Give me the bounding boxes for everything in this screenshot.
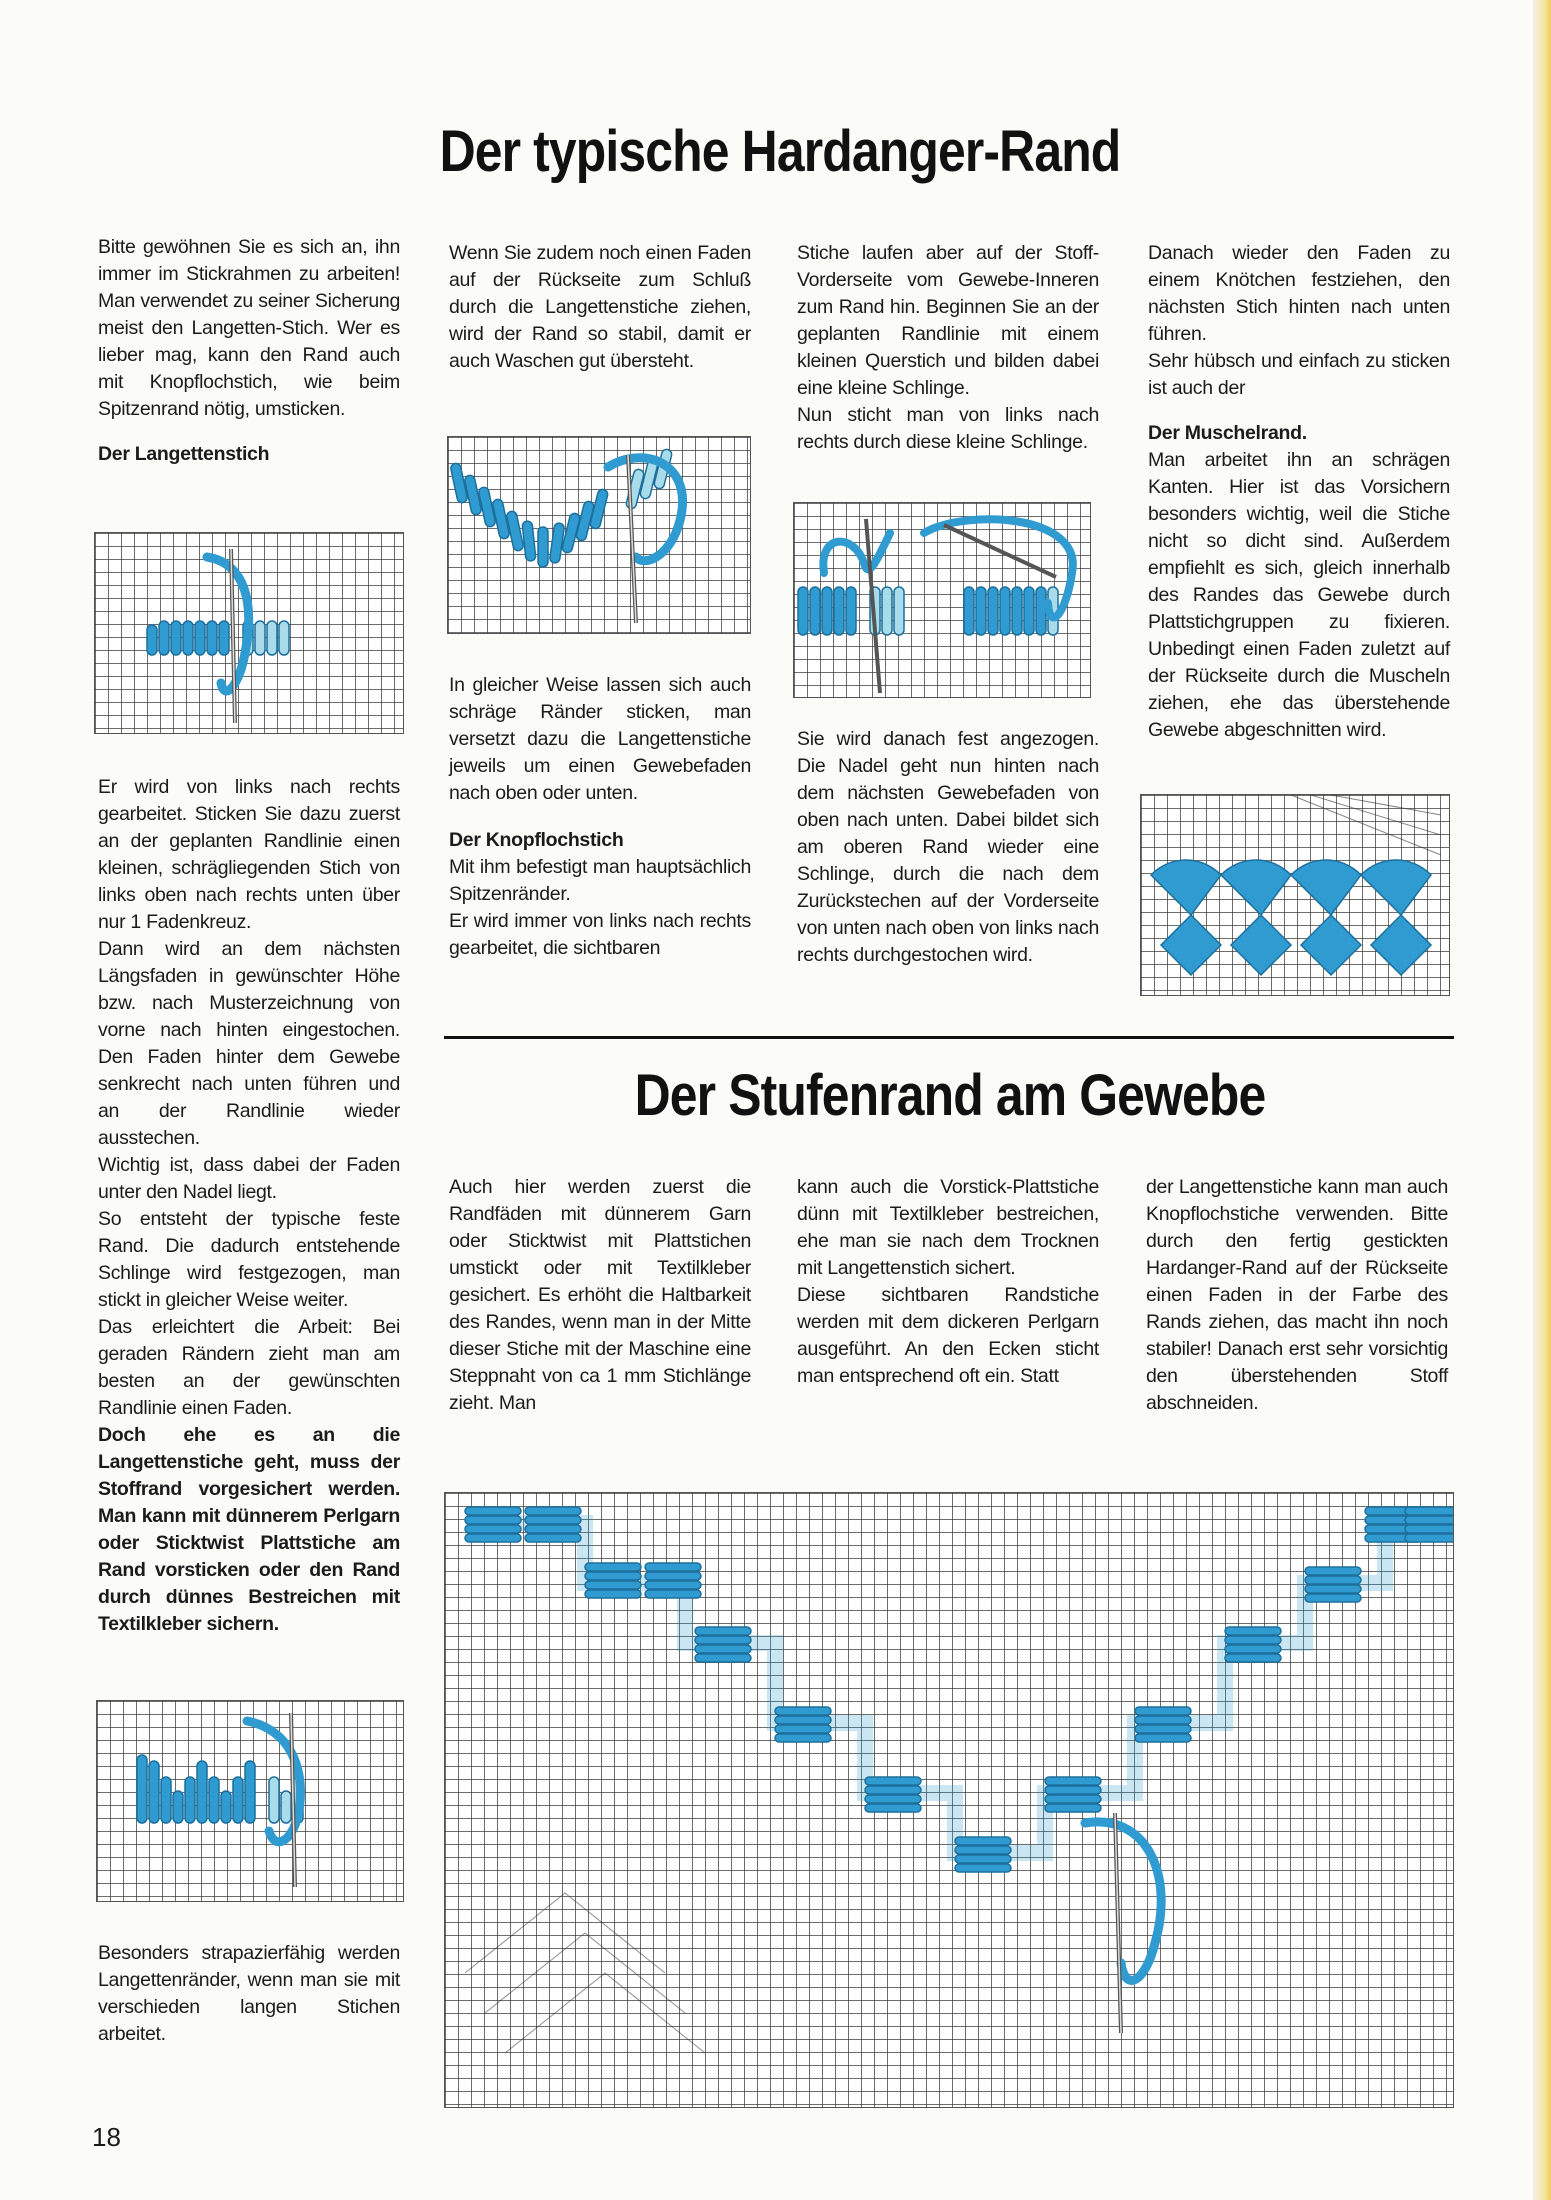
stitch-mark bbox=[1225, 1627, 1281, 1635]
diagonal-langetten-diagram bbox=[447, 436, 751, 634]
paragraph: Stiche laufen aber auf der Stoff-Vorderseite vom Gewebe-Inneren zum Rand hin. Beginnen Sie an der geplanten Randlinie mit einem kleinen Querstich und bilden dabei eine kleine Schlinge. bbox=[797, 242, 1099, 399]
stitch-mark bbox=[585, 1581, 641, 1589]
paragraph: Nun sticht man von links nach rechts durch diese kleine Schlinge. bbox=[797, 404, 1099, 453]
stitch-mark bbox=[1045, 1777, 1101, 1785]
text-column-1 bbox=[98, 234, 400, 468]
langettenstich-diagram bbox=[94, 532, 404, 734]
stitch-mark bbox=[585, 1590, 641, 1598]
stitch-mark bbox=[775, 1725, 831, 1733]
paragraph: Sie wird danach fest angezogen. Die Nadel geht nun hinten nach dem nächsten Gewebefaden von oben nach unten. Dabei bildet sich am oberen Rand wieder eine Schlinge, durch die nach dem Zurückstechen auf der Vorderseite von unten nach oben von links nach rechts durchgestochen wird. bbox=[797, 728, 1099, 966]
page-number: 18 bbox=[92, 2122, 121, 2152]
stitch-mark bbox=[645, 1581, 701, 1589]
stitch-mark bbox=[585, 1572, 641, 1580]
stitch-mark bbox=[525, 1516, 581, 1524]
text-column-1-continued bbox=[98, 774, 400, 1638]
section-heading-langettenstich: Der Langettenstich bbox=[98, 443, 270, 465]
section-title: Der Stufenrand am Gewebe bbox=[634, 1063, 1266, 1128]
stitch-mark bbox=[1135, 1734, 1191, 1742]
stitch-mark bbox=[695, 1645, 751, 1653]
paragraph: So entsteht der typische feste Rand. Die dadurch entstehende Schlinge wird festgezogen, man stickt in gleicher Weise weiter. bbox=[98, 1208, 400, 1311]
stitch-mark bbox=[865, 1786, 921, 1794]
paragraph: In gleicher Weise lassen sich auch schräge Ränder sticken, man versetzt dazu die Langettenstiche jeweils um einen Gewebefaden nach oben oder unten. bbox=[449, 674, 751, 804]
section-heading-knopflochstich: Der Knopflochstich bbox=[449, 829, 624, 851]
paragraph: der Langettenstiche kann man auch Knopflochstiche verwenden. Bitte durch den fertig gestickten Hardanger-Rand auf der Rückseite einen Faden in der Farbe des Rands ziehen, das macht ihn noch stabiler! Danach erst sehr vorsichtig den überstehenden Stoff abschneiden. bbox=[1146, 1176, 1448, 1414]
text-column-7 bbox=[1146, 1174, 1448, 1417]
stitch-mark bbox=[695, 1636, 751, 1644]
stitch-mark bbox=[465, 1525, 521, 1533]
stitch-mark bbox=[1225, 1636, 1281, 1644]
stitch-mark bbox=[465, 1507, 521, 1515]
stitch-mark bbox=[1045, 1786, 1101, 1794]
stitch-mark bbox=[1405, 1525, 1453, 1533]
muschelrand-diagram bbox=[1140, 794, 1450, 996]
stitch-mark bbox=[1305, 1585, 1361, 1593]
section-heading-muschelrand: Der Muschelrand. bbox=[1148, 422, 1307, 444]
stitch-mark bbox=[695, 1627, 751, 1635]
stitch-mark bbox=[775, 1716, 831, 1724]
paragraph: Diese sichtbaren Randstiche werden mit dem dickeren Perlgarn ausgeführt. An den Ecken sticht man entsprechend oft ein. Statt bbox=[797, 1284, 1099, 1387]
paragraph: Sehr hübsch und einfach zu sticken ist auch der bbox=[1148, 350, 1450, 399]
paragraph: Man arbeitet ihn an schrägen Kanten. Hier ist das Vorsichern besonders wichtig, weil die Stiche nicht so dicht sind. Außerdem empfiehlt es sich, gleich innerhalb des Randes das Gewebe durch Plattstichgruppen zu fixieren. Unbedingt einen Faden zuletzt auf der Rückseite durch die Muscheln ziehen, ehe das überstehende Gewebe abgeschnitten wird. bbox=[1148, 449, 1450, 741]
stitch-mark bbox=[1305, 1576, 1361, 1584]
paragraph: Er wird von links nach rechts gearbeitet. Sticken Sie dazu zuerst an der geplanten Randlinie einen kleinen, schrägliegenden Stich von links oben nach rechts unten über nur 1 Fadenkreuz. bbox=[98, 776, 400, 933]
stitch-mark bbox=[645, 1572, 701, 1580]
text-column-1-end bbox=[98, 1940, 400, 2048]
stitch-mark bbox=[1305, 1567, 1361, 1575]
stitch-mark bbox=[1135, 1725, 1191, 1733]
stitch-mark bbox=[1405, 1534, 1453, 1542]
section-divider bbox=[444, 1036, 1454, 1039]
stitch-mark bbox=[955, 1837, 1011, 1845]
stitch-mark bbox=[1405, 1507, 1453, 1515]
paragraph: Das erleichtert die Arbeit: Bei geraden Rändern zieht man am besten an der gewünschten Randlinie einen Faden. bbox=[98, 1316, 400, 1419]
paragraph: Dann wird an dem nächsten Längsfaden in gewünschter Höhe bzw. nach Musterzeichnung von vorne nach hinten eingestochen. Den Faden hinter dem Gewebe senkrecht nach unten führen und an der Randlinie wieder ausstechen. bbox=[98, 938, 400, 1149]
stitch-mark bbox=[775, 1707, 831, 1715]
stitch-mark bbox=[1405, 1516, 1453, 1524]
text-column-2-continued bbox=[449, 672, 751, 962]
stitch-mark bbox=[955, 1846, 1011, 1854]
paragraph: Wenn Sie zudem noch einen Faden auf der Rückseite zum Schluß durch die Langettenstiche ziehen, wird der Rand so stabil, damit er auch Waschen gut übersteht. bbox=[449, 242, 751, 372]
stitch-mark bbox=[1045, 1795, 1101, 1803]
text-column-5 bbox=[449, 1174, 751, 1417]
paragraph: kann auch die Vorstick-Plattstiche dünn mit Textilkleber bestreichen, ehe man sie nach dem Trocknen mit Langettenstich sichert. bbox=[797, 1176, 1099, 1279]
paragraph: Besonders strapazierfähig werden Langettenränder, wenn man sie mit verschieden langen Stichen arbeitet. bbox=[98, 1942, 400, 2045]
text-column-3 bbox=[797, 240, 1099, 456]
paragraph: Bitte gewöhnen Sie es sich an, ihn immer im Stickrahmen zu arbeiten! Man verwendet zu seiner Sicherung meist den Langetten-Stich. Wer es lieber mag, kann den Rand auch mit Knopflochstich, wie beim Spitzenrand nötig, umsticken. bbox=[98, 236, 400, 420]
stufenrand-diagram bbox=[444, 1492, 1454, 2108]
stitch-mark bbox=[865, 1795, 921, 1803]
paragraph: Auch hier werden zuerst die Randfäden mit dünnerem Garn oder Sticktwist mit Plattstichen umstickt oder mit Textilkleber gesichert. Es erhöht die Haltbarkeit des Randes, wenn man in der Mitte dieser Stiche mit der Maschine eine Steppnaht von ca 1 mm Stichlänge zieht. Man bbox=[449, 1176, 751, 1414]
stitch-mark bbox=[465, 1534, 521, 1542]
stitch-mark bbox=[1225, 1645, 1281, 1653]
knopflochstich-diagram bbox=[793, 502, 1091, 698]
stitch-mark bbox=[1135, 1707, 1191, 1715]
paragraph-bold: Doch ehe es an die Langettenstiche geht, muss der Stoffrand vorgesichert werden. Man kann mit dünnerem Perlgarn oder Sticktwist Plattstiche am Rand vorsticken oder den Rand durch dünnes Bestreichen mit Textilkleber sichern. bbox=[98, 1424, 400, 1635]
stitch-mark bbox=[465, 1516, 521, 1524]
stitch-mark bbox=[525, 1534, 581, 1542]
stitch-mark bbox=[955, 1864, 1011, 1872]
stitch-mark bbox=[525, 1525, 581, 1533]
paragraph: Wichtig ist, dass dabei der Faden unter den Nadel liegt. bbox=[98, 1154, 400, 1203]
text-column-2 bbox=[449, 240, 751, 375]
paragraph: Er wird immer von links nach rechts gearbeitet, die sichtbaren bbox=[449, 910, 751, 959]
stitch-mark bbox=[1305, 1594, 1361, 1602]
stitch-mark bbox=[865, 1804, 921, 1812]
stitch-mark bbox=[1045, 1804, 1101, 1812]
stitch-mark bbox=[1225, 1654, 1281, 1662]
text-column-3-continued bbox=[797, 726, 1099, 969]
text-column-6 bbox=[797, 1174, 1099, 1390]
stitch-mark bbox=[1135, 1716, 1191, 1724]
page-title: Der typische Hardanger-Rand bbox=[439, 119, 1121, 184]
stitch-mark bbox=[645, 1563, 701, 1571]
stitch-mark bbox=[695, 1654, 751, 1662]
paragraph: Danach wieder den Faden zu einem Knötchen festziehen, den nächsten Stich hinten nach unten führen. bbox=[1148, 242, 1450, 345]
stitch-mark bbox=[645, 1590, 701, 1598]
stitch-mark bbox=[865, 1777, 921, 1785]
stitch-mark bbox=[955, 1855, 1011, 1863]
stitch-mark bbox=[775, 1734, 831, 1742]
stitch-mark bbox=[525, 1507, 581, 1515]
page-edge bbox=[1533, 0, 1551, 2200]
paragraph: Mit ihm befestigt man hauptsächlich Spitzenränder. bbox=[449, 856, 751, 905]
stitch-mark bbox=[585, 1563, 641, 1571]
text-column-4 bbox=[1148, 240, 1450, 744]
varied-length-langetten-diagram bbox=[96, 1700, 404, 1902]
